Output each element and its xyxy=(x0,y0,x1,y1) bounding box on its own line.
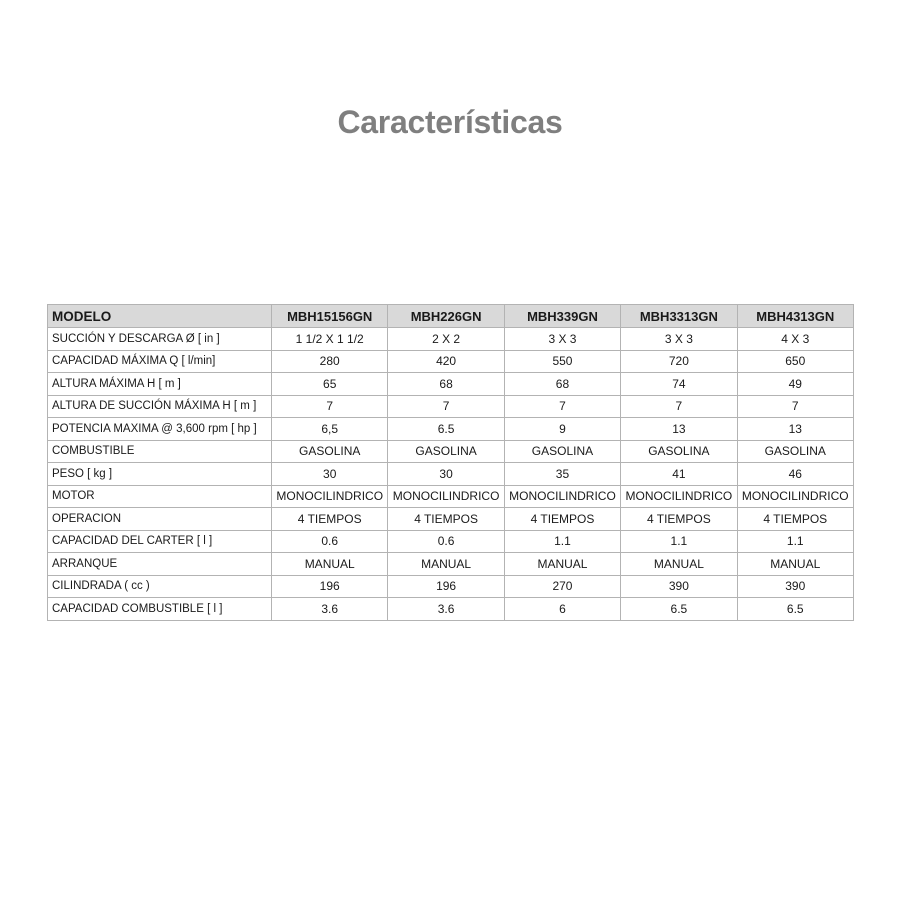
table-cell: MANUAL xyxy=(737,553,853,576)
page-title: Características xyxy=(337,104,563,140)
table-cell: MONOCILINDRICO xyxy=(272,485,388,508)
table-cell: MONOCILINDRICO xyxy=(504,485,620,508)
table-cell: 420 xyxy=(388,350,504,373)
table-cell: 7 xyxy=(621,395,737,418)
column-header: MBH4313GN xyxy=(737,305,853,328)
table-cell: 4 TIEMPOS xyxy=(272,508,388,531)
row-label: OPERACION xyxy=(48,508,272,531)
table-cell: 35 xyxy=(504,463,620,486)
table-cell: 0.6 xyxy=(388,530,504,553)
table-cell: 0.6 xyxy=(272,530,388,553)
table-cell: 3 X 3 xyxy=(504,328,620,351)
row-label: COMBUSTIBLE xyxy=(48,440,272,463)
table-cell: 65 xyxy=(272,373,388,396)
table-cell: 41 xyxy=(621,463,737,486)
row-label: MOTOR xyxy=(48,485,272,508)
table-cell: 4 TIEMPOS xyxy=(388,508,504,531)
table-row xyxy=(48,598,854,621)
row-label: ALTURA MÁXIMA H [ m ] xyxy=(48,373,272,396)
table-cell: 1.1 xyxy=(737,530,853,553)
table-cell: 30 xyxy=(272,463,388,486)
table-body xyxy=(48,328,854,621)
table-row xyxy=(48,463,854,486)
table-cell: 74 xyxy=(621,373,737,396)
table-cell: MANUAL xyxy=(272,553,388,576)
row-label: SUCCIÓN Y DESCARGA Ø [ in ] xyxy=(48,328,272,351)
table-cell: 13 xyxy=(621,418,737,441)
table-cell: 1.1 xyxy=(621,530,737,553)
table-row xyxy=(48,508,854,531)
table-cell: 68 xyxy=(504,373,620,396)
table-cell: 4 X 3 xyxy=(737,328,853,351)
table-row xyxy=(48,328,854,351)
table-cell: 3.6 xyxy=(388,598,504,621)
column-header: MBH3313GN xyxy=(621,305,737,328)
table-cell: 1 1/2 X 1 1/2 xyxy=(272,328,388,351)
table-cell: 196 xyxy=(272,575,388,598)
row-label: ARRANQUE xyxy=(48,553,272,576)
table-cell: GASOLINA xyxy=(504,440,620,463)
table-cell: 13 xyxy=(737,418,853,441)
table-cell: 390 xyxy=(621,575,737,598)
table-cell: 4 TIEMPOS xyxy=(504,508,620,531)
table-cell: MONOCILINDRICO xyxy=(388,485,504,508)
specifications-table xyxy=(47,304,854,621)
table-cell: 6.5 xyxy=(621,598,737,621)
table-cell: 6.5 xyxy=(388,418,504,441)
column-header: MBH15156GN xyxy=(272,305,388,328)
row-label: ALTURA DE SUCCIÓN MÁXIMA H [ m ] xyxy=(48,395,272,418)
table-cell: MONOCILINDRICO xyxy=(737,485,853,508)
table-row xyxy=(48,373,854,396)
table-row xyxy=(48,395,854,418)
column-header: MBH339GN xyxy=(504,305,620,328)
row-label: CAPACIDAD COMBUSTIBLE [ l ] xyxy=(48,598,272,621)
row-label: CILINDRADA ( cc ) xyxy=(48,575,272,598)
table-cell: 196 xyxy=(388,575,504,598)
table-cell: 7 xyxy=(388,395,504,418)
table-cell: 550 xyxy=(504,350,620,373)
table-cell: 2 X 2 xyxy=(388,328,504,351)
column-header-model-label: MODELO xyxy=(48,305,272,328)
table-cell: 68 xyxy=(388,373,504,396)
table-row xyxy=(48,553,854,576)
table-cell: 1.1 xyxy=(504,530,620,553)
table-cell: 6.5 xyxy=(737,598,853,621)
table-row xyxy=(48,418,854,441)
table-cell: 280 xyxy=(272,350,388,373)
table-cell: GASOLINA xyxy=(737,440,853,463)
table-row xyxy=(48,485,854,508)
row-label: CAPACIDAD DEL CARTER [ l ] xyxy=(48,530,272,553)
table-cell: 4 TIEMPOS xyxy=(621,508,737,531)
table-row xyxy=(48,575,854,598)
table-cell: 46 xyxy=(737,463,853,486)
table-cell: 270 xyxy=(504,575,620,598)
table-cell: 650 xyxy=(737,350,853,373)
table-cell: MANUAL xyxy=(388,553,504,576)
table-cell: GASOLINA xyxy=(272,440,388,463)
table-cell: GASOLINA xyxy=(621,440,737,463)
table-cell: 4 TIEMPOS xyxy=(737,508,853,531)
table-cell: MANUAL xyxy=(621,553,737,576)
table-header-row xyxy=(48,305,854,328)
table-cell: 3 X 3 xyxy=(621,328,737,351)
table-cell: 3.6 xyxy=(272,598,388,621)
table-cell: MONOCILINDRICO xyxy=(621,485,737,508)
table-cell: 720 xyxy=(621,350,737,373)
table-cell: 6 xyxy=(504,598,620,621)
table-cell: 30 xyxy=(388,463,504,486)
table-row xyxy=(48,530,854,553)
table-cell: 9 xyxy=(504,418,620,441)
row-label: POTENCIA MAXIMA @ 3,600 rpm [ hp ] xyxy=(48,418,272,441)
row-label: CAPACIDAD MÁXIMA Q [ l/min] xyxy=(48,350,272,373)
table-cell: GASOLINA xyxy=(388,440,504,463)
table-cell: 49 xyxy=(737,373,853,396)
column-header: MBH226GN xyxy=(388,305,504,328)
table-row xyxy=(48,350,854,373)
table-cell: MANUAL xyxy=(504,553,620,576)
table-cell: 7 xyxy=(272,395,388,418)
table-cell: 390 xyxy=(737,575,853,598)
row-label: PESO [ kg ] xyxy=(48,463,272,486)
table-row xyxy=(48,440,854,463)
table-cell: 7 xyxy=(737,395,853,418)
table-cell: 7 xyxy=(504,395,620,418)
table-cell: 6,5 xyxy=(272,418,388,441)
